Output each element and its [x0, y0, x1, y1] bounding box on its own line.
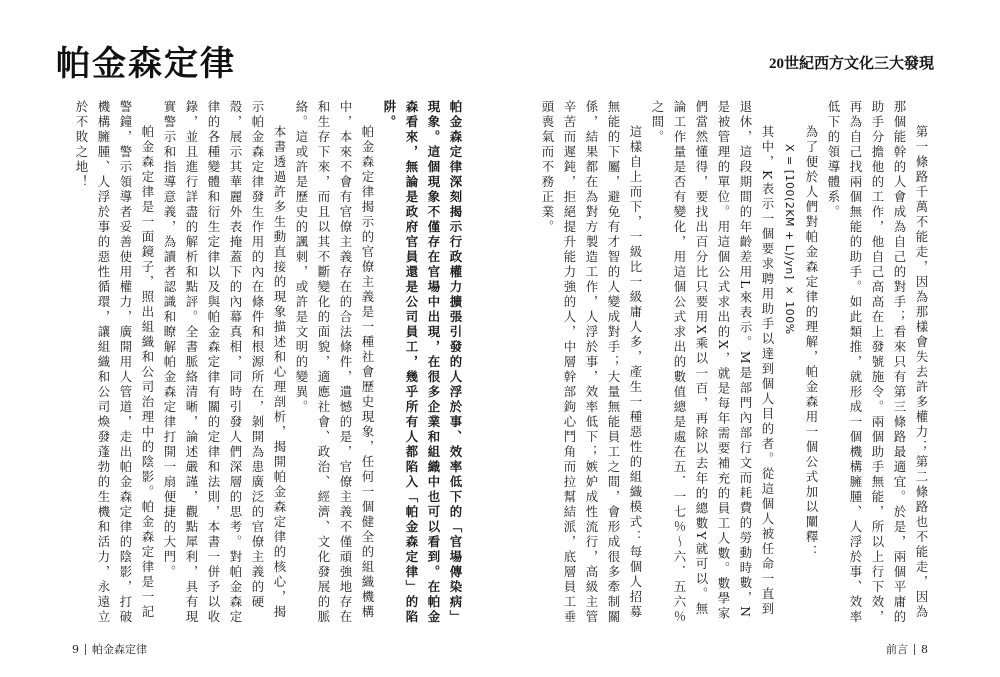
folio-divider: [85, 644, 86, 655]
series-subtitle: 20世紀西方文化三大發現: [768, 56, 934, 72]
left-folio: [72, 640, 147, 658]
right-running-title: 前言: [886, 643, 908, 656]
book-title-text: 帕金森定律: [56, 44, 236, 84]
left-lead-paragraph: 帕金森定律深刻揭示行政權力擴張引發的人浮於事、效率低下的「官場傳染病」現象。這個現象不僅存在官場中出現，在很多企業和組織中也可以看到。在帕金森看來，無論是政府官員還是公司員工，幾乎所有人都陷入「帕金森定律」的陷阱。: [382, 100, 463, 625]
right-paragraph-4: 這樣自上而下，一級比一級庸人多，產生一種惡性的組織模式：每個人招募無能的下屬，避免有才智的人變成對手；大量無能員工之間，會形成很多牽制關係，結果都在為對方製造工作，人浮於事，效率低下；嫉妒成性流行，高級主管辛苦而遲鈍，拒絕提升能力強的人，中層幹部鉤心鬥角而拉幫結派，底層員工垂頭喪氣而不務正業。: [540, 100, 643, 625]
left-paragraph-2: 本書透過許多生動直接的現象描述和心理剖析，揭開帕金森定律的核心，揭示帕金森定律發生作用的內在條件和根源所在，剝開為患廣泛的官僚主義的硬殼，展示其華麗外表掩蓋下的內幕真相，同時引發人們深層的思考。對帕金森定律的各種變體和衍生定律以及與帕金森定律有關的定律和法則，本書一併予以收錄，並且進行詳盡的解析和點評。全書脈絡清晰，論述嚴謹，觀點犀利，具有現實警示和指導意義，為讀者認識和瞭解帕金森定律打開一扇便捷的大門。: [162, 100, 287, 625]
right-page-number: 8: [921, 642, 928, 656]
right-page-body: [540, 100, 932, 630]
left-page: [72, 100, 466, 630]
left-page-number: 9: [72, 642, 79, 656]
folio-divider: [914, 644, 915, 655]
right-paragraph-2: 為了便於人們對帕金森定律的理解，帕金森用一個公式加以闡釋：: [804, 124, 819, 560]
book-title: [56, 36, 236, 85]
right-folio: [886, 640, 928, 658]
left-paragraph-1: 帕金森定律揭示的官僚主義是一種社會歷史現象，任何一個健全的組織機構中，本來不會有官僚主義存在的合法條件，遺憾的是，官僚主義不僅頑強地存在和生存下來，而且以其不斷變化的面貌，適應社會、政治、經濟、文化發展的脈絡。這或許是歷史的諷刺，或許是文明的變異。: [294, 100, 375, 625]
right-page: [540, 100, 932, 630]
parkinson-formula: X = [100(2KM + L)/yn] × 100%: [783, 144, 796, 335]
left-running-title: 帕金森定律: [92, 643, 147, 656]
left-paragraph-3: 帕金森定律是一面鏡子，照出組織和公司治理中的陰影。帕金森定律是一記警鐘，警示領導者妥善使用權力，廣開用人管道，走出帕金森定律的陰影，打破機構臃腫、人浮於事的惡性循環，讓組織和公司煥發蓬勃的生機和活力，永遠立於不敗之地！: [74, 100, 155, 625]
right-paragraph-1: 第一條路千萬不能走，因為那樣會失去許多權力；第二條路也不能走，因為那個能幹的人會成為自己的對手；看來只有第三條路最適宜。於是，兩個平庸的助手分擔他的工作，他自己高高在上發號施令。兩個助手無能，所以上行下效，再為自己找兩個無能的助手。如此類推，就形成一個機構臃腫、人浮於事、效率低下的領導體系。: [826, 100, 929, 625]
right-paragraph-3: 其中，K表示一個要求聘用助手以達到個人目的者。從這個人被任命一直到退休，這段期間的年齡差用L來表示。M是部門內部行文而耗費的勞動時數，N是被管理的單位。用這個公式求出的X，就是每年需要補充的員工人數。數學家們當然懂得，要找出百分比只要用X乘以一百，再除以去年的總數Y就可以。無論工作量是否有變化，用這個公式求出的數值總是處在五．一七％～六．五六％之間。: [650, 100, 775, 625]
left-page-body: [72, 100, 466, 630]
